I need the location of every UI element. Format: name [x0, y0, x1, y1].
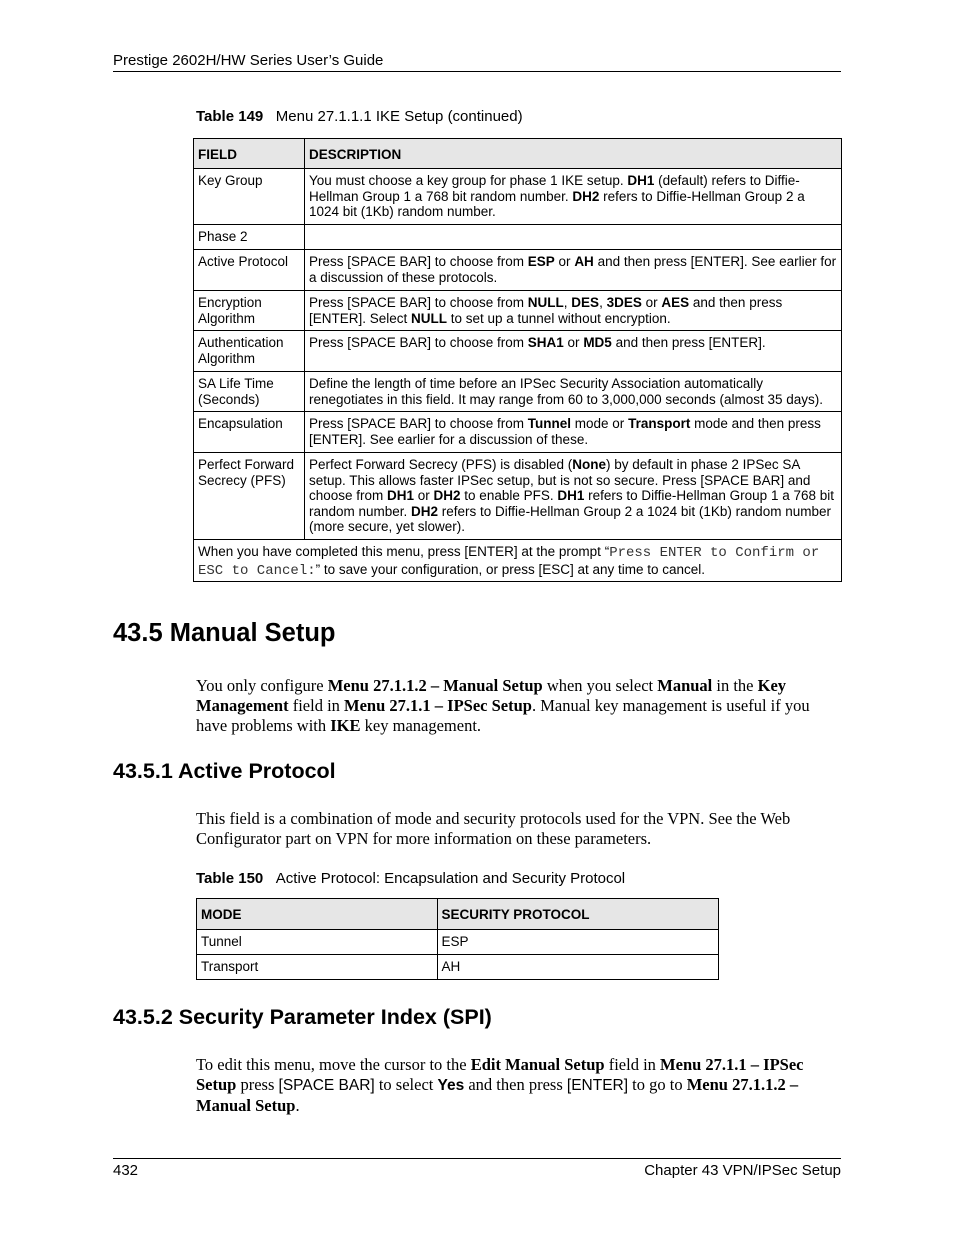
- bold-term: Menu 27.1.1.2 – Manual Setup: [327, 676, 543, 695]
- table-150-number: Table 150: [196, 870, 264, 887]
- description-cell: Perfect Forward Secrecy (PFS) is disabled (None) by default in phase 2 IPSec SA setup. This allows faster IPSec setup, but is not so secure. Press [SPACE BAR] and choose from DH1 or DH2 to enable PFS. DH1 refers to Diffie-Hellman Group 1 a 768 bit random number. DH2 refers to Diffie-Hellman Group 2 a 1024 bit (1Kb) random number (more secure, yet slower).: [304, 453, 841, 540]
- table-149-footer-note: When you have completed this menu, press [ENTER] at the prompt “Press ENTER to Confirm or ESC to Cancel:” to save your configuration, or press [ESC] at any time to cancel.: [194, 540, 842, 582]
- description-cell: Define the length of time before an IPSec Security Association automatically renegotiates in this field. It may range from 60 to 3,000,000 seconds (almost 35 days).: [304, 372, 841, 412]
- table-row: [194, 250, 842, 291]
- bold-term: Transport: [628, 416, 691, 431]
- bold-term: IKE: [330, 716, 361, 735]
- col-header-security-protocol: SECURITY PROTOCOL: [437, 899, 718, 930]
- bold-term: Menu 27.1.1.2 – Manual Setup: [196, 1075, 799, 1115]
- table-row: [194, 225, 842, 250]
- table-row: [194, 169, 842, 225]
- field-cell: Active Protocol: [194, 250, 305, 291]
- protocol-cell: ESP: [437, 930, 718, 955]
- bold-term: Menu 27.1.1 – IPSec Setup: [196, 1055, 804, 1094]
- field-cell: SA Life Time (Seconds): [194, 372, 305, 412]
- bold-term: DH2: [572, 188, 600, 204]
- table-149-footer-row: [194, 540, 842, 582]
- chapter-label: Chapter 43 VPN/IPSec Setup: [644, 1162, 841, 1179]
- bold-term: AH: [574, 254, 594, 269]
- mode-cell: Transport: [197, 955, 438, 980]
- table-row: [194, 372, 842, 412]
- section-paragraph: You only configure Menu 27.1.1.2 – Manual Setup when you select Manual in the Key Management field in Menu 27.1.1 – IPSec Setup. Manual key management is useful if you have problems with IKE key management.: [196, 676, 810, 735]
- section-title: 43.5 Manual Setup: [113, 619, 336, 647]
- table-row: [197, 955, 719, 980]
- key-term: Yes: [437, 1077, 465, 1094]
- bold-term: AES: [661, 295, 690, 310]
- table-149-number: Table 149: [196, 108, 264, 125]
- description-cell: [304, 225, 841, 250]
- field-cell: Encapsulation: [194, 412, 305, 453]
- description-cell: Press [SPACE BAR] to choose from Tunnel mode or Transport mode and then press [ENTER]. See earlier for a discussion of these.: [304, 412, 841, 453]
- description-cell: Press [SPACE BAR] to choose from ESP or AH and then press [ENTER]. See earlier for a discussion of these protocols.: [304, 250, 841, 291]
- bold-term: ESP: [527, 254, 555, 269]
- field-cell: Authentication Algorithm: [194, 331, 305, 372]
- bold-term: None: [572, 457, 607, 472]
- table-149-caption: [196, 108, 523, 125]
- mode-cell: Tunnel: [197, 930, 438, 955]
- col-header-mode: MODE: [197, 899, 438, 930]
- table-149: [193, 138, 842, 582]
- bold-term: DH1: [627, 173, 655, 188]
- bold-term: Edit Manual Setup: [470, 1055, 605, 1074]
- bold-term: 3DES: [606, 295, 642, 310]
- description-cell: Press [SPACE BAR] to choose from NULL, DES, 3DES or AES and then press [ENTER]. Select NULL to set up a tunnel without encryption.: [304, 291, 841, 331]
- table-149-title: Menu 27.1.1.1 IKE Setup (continued): [275, 108, 523, 125]
- bold-term: Manual: [657, 676, 713, 695]
- table-row: [194, 291, 842, 331]
- subsection-spi-paragraph: To edit this menu, move the cursor to the Edit Manual Setup field in Menu 27.1.1 – IPSec Setup press [SPACE BAR] to select Yes and then press [ENTER] to go to Menu 27.1.1.2 – Manual Setup.: [196, 1055, 804, 1115]
- running-header: Prestige 2602H/HW Series User’s Guide: [113, 52, 384, 69]
- field-cell: Phase 2: [194, 225, 305, 250]
- subsection-active-protocol-title: 43.5.1 Active Protocol: [113, 759, 336, 783]
- table-149-header-row: [194, 139, 842, 169]
- table-row: [197, 930, 719, 955]
- bold-term: NULL: [410, 310, 447, 326]
- bold-term: DH1: [387, 488, 415, 503]
- description-cell: You must choose a key group for phase 1 IKE setup. DH1 (default) refers to Diffie-Hellman Group 1 a 768 bit random number. DH2 refers to Diffie-Hellman Group 2 a 1024 bit (1Kb) random number.: [304, 169, 841, 225]
- bold-term: NULL: [527, 295, 564, 310]
- table-150-header-row: [197, 899, 719, 930]
- field-cell: Encryption Algorithm: [194, 291, 305, 331]
- table-row: [194, 453, 842, 540]
- bold-term: SHA1: [527, 335, 564, 350]
- bold-term: Menu 27.1.1 – IPSec Setup: [344, 696, 532, 715]
- bold-term: DH2: [433, 488, 461, 503]
- protocol-cell: AH: [437, 955, 718, 980]
- bold-term: DH1: [557, 488, 585, 503]
- table-150-title: Active Protocol: Encapsulation and Security Protocol: [275, 870, 626, 887]
- bold-term: Key Management: [196, 676, 787, 715]
- bold-term: Tunnel: [527, 416, 572, 431]
- prompt-text: Press ENTER to Confirm or ESC to Cancel:: [198, 545, 820, 579]
- bold-term: DH2: [411, 503, 439, 519]
- col-header-field: FIELD: [194, 139, 305, 169]
- key-term: [ENTER]: [566, 1077, 629, 1094]
- bold-term: MD5: [583, 335, 612, 350]
- page-number: 432: [113, 1162, 139, 1179]
- table-row: [194, 331, 842, 372]
- field-cell: Perfect Forward Secrecy (PFS): [194, 453, 305, 540]
- key-term: [SPACE BAR]: [278, 1077, 375, 1094]
- description-cell: Press [SPACE BAR] to choose from SHA1 or MD5 and then press [ENTER].: [304, 331, 841, 372]
- subsection-spi-title: 43.5.2 Security Parameter Index (SPI): [113, 1005, 492, 1029]
- subsection-active-protocol-paragraph: This field is a combination of mode and security protocols used for the VPN. See the Web Configurator part on VPN for more information on these parameters.: [196, 809, 791, 848]
- field-cell: Key Group: [194, 169, 305, 225]
- table-row: [194, 412, 842, 453]
- header-rule: [113, 71, 841, 72]
- footer-rule: [113, 1158, 841, 1159]
- table-150: [196, 898, 719, 980]
- bold-term: DES: [571, 295, 600, 310]
- table-150-caption: [196, 870, 625, 887]
- col-header-description: DESCRIPTION: [304, 139, 841, 169]
